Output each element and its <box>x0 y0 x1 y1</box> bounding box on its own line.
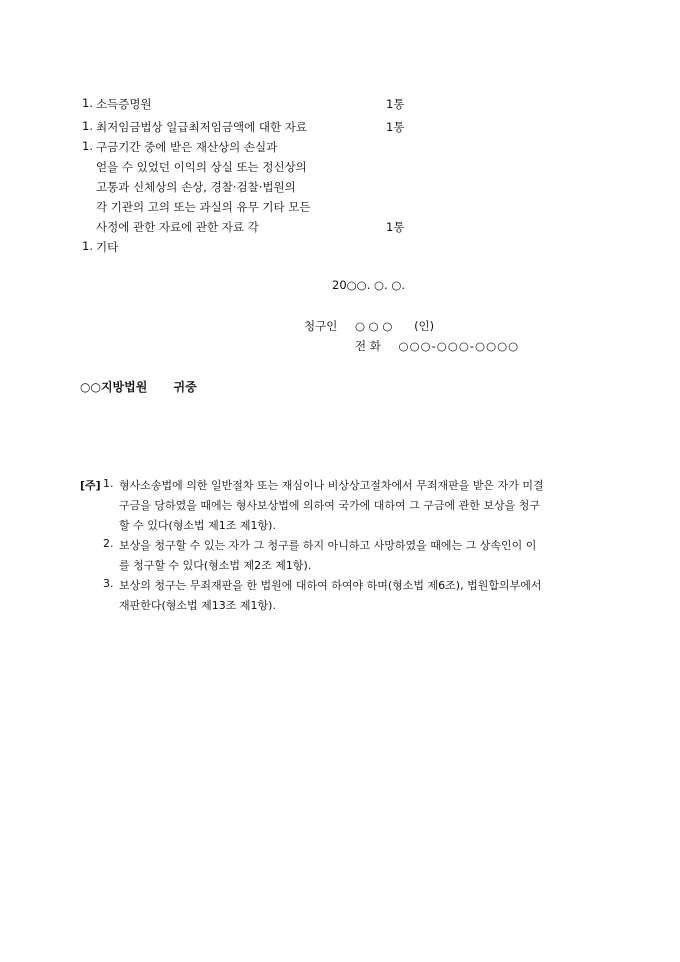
note-line: 재판한다(형소법 제13조 제1항). <box>119 599 276 612</box>
attachment-text: 소득증명원 <box>96 97 152 111</box>
note-line: 보상을 청구할 수 있는 자가 그 청구를 하지 아니하고 사망하였을 때에는 그 상속인이 이 <box>119 539 537 552</box>
note-number: 2. <box>103 537 114 550</box>
attachment-text-line: 사정에 관한 자료에 관한 자료 각 <box>96 220 259 234</box>
attachment-text-line: 고통과 신체상의 손상, 경찰·검찰·법원의 <box>96 180 296 194</box>
notes-tag: [주] <box>80 479 101 492</box>
note-line: 보상의 청구는 무죄재판을 한 법원에 대하여 하여야 하며(형소법 제6조), 법원합의부에서 <box>119 579 542 592</box>
attachment-quantity: 1통 <box>386 120 405 134</box>
claimant-seal: (인) <box>414 319 435 333</box>
attachment-text: 최저임금법상 일급최저임금액에 대한 자료 <box>96 120 307 134</box>
note-line: 를 청구할 수 있다(형소법 제2조 제1항). <box>119 559 312 572</box>
attachment-number: 1. <box>82 119 93 133</box>
note-number: 1. <box>103 477 114 490</box>
note-line: 형사소송법에 의한 일반절차 또는 재심이나 비상상고절차에서 무죄재판을 받은 자가 미결 <box>119 479 544 492</box>
phone-value: ○○○-○○○-○○○○ <box>398 339 520 353</box>
attachment-quantity: 1통 <box>386 97 405 111</box>
court-addressee <box>80 378 197 395</box>
court-suffix: 귀중 <box>173 380 197 394</box>
note-number: 3. <box>103 577 114 590</box>
note-line: 구금을 당하였을 때에는 형사보상법에 의하여 국가에 대하여 그 구금에 관한 보상을 청구 <box>119 499 540 512</box>
court-name: ○○지방법원 <box>80 380 148 394</box>
claimant-line <box>304 318 434 334</box>
claimant-name: ○ ○ ○ <box>354 319 393 333</box>
attachment-text-line: 구금기간 중에 받은 재산상의 손실과 <box>96 140 278 154</box>
phone-line <box>355 338 519 354</box>
note-line: 할 수 있다(형소법 제1조 제1항). <box>119 519 276 532</box>
phone-label: 전 화 <box>355 339 381 353</box>
attachment-quantity: 1통 <box>386 220 405 234</box>
attachment-text: 기타 <box>96 240 119 254</box>
attachment-number: 1. <box>82 96 93 110</box>
claimant-label: 청구인 <box>304 319 338 333</box>
document-date: 20○○. ○. ○. <box>332 278 406 292</box>
attachment-number: 1. <box>82 139 93 153</box>
attachment-text-line: 각 기관의 고의 또는 과실의 유무 기타 모든 <box>96 200 311 214</box>
attachment-text-line: 얻을 수 있었던 이익의 상실 또는 정신상의 <box>96 160 307 174</box>
attachment-number: 1. <box>82 239 93 253</box>
